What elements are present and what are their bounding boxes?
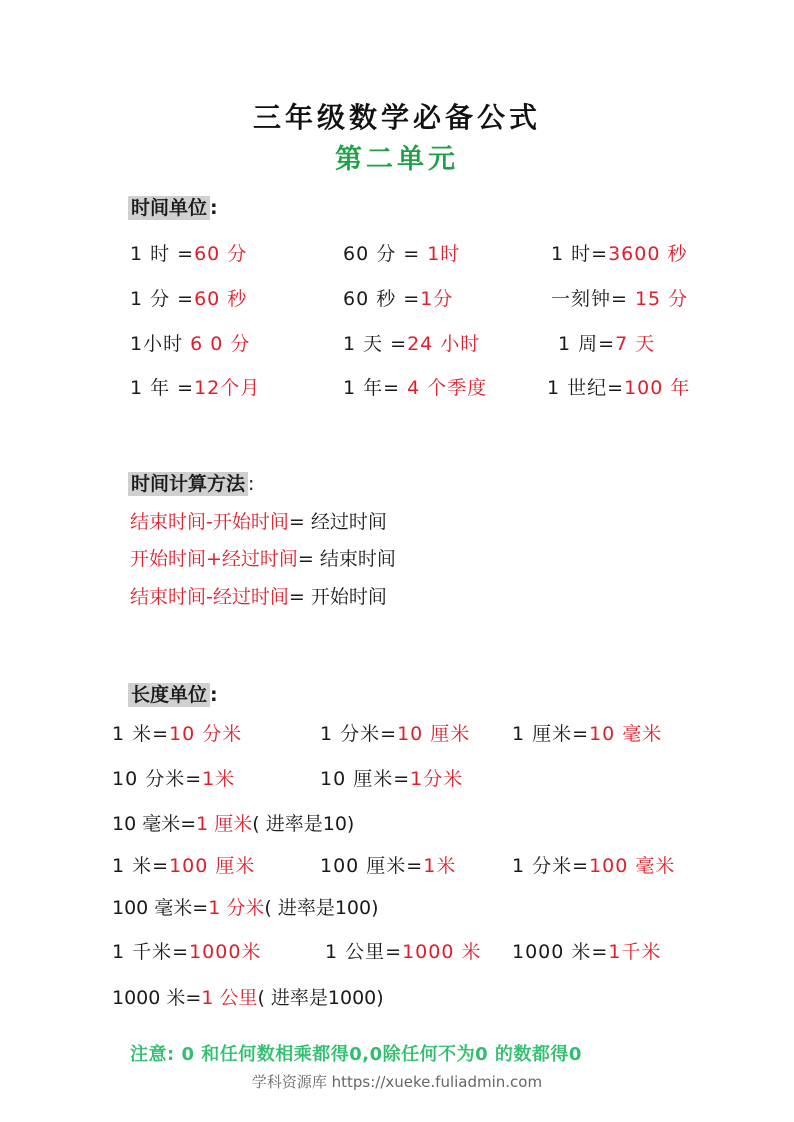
item-value: 60 分 xyxy=(194,243,248,265)
item-left: 1 公里= xyxy=(325,941,403,963)
page-subtitle: 第二单元 xyxy=(335,144,459,175)
item-value: 1时 xyxy=(427,243,461,265)
length-unit-item xyxy=(112,721,242,747)
item-left: 1 米= xyxy=(112,855,170,877)
time-calc-item xyxy=(130,546,396,572)
heading-colon: : xyxy=(210,197,218,219)
time-unit-item xyxy=(558,331,655,357)
length-unit-item xyxy=(320,853,456,879)
item-value: 100 年 xyxy=(624,377,691,399)
item-value: 1 厘米 xyxy=(196,813,253,835)
item-value: 15 分 xyxy=(634,288,689,310)
length-unit-item xyxy=(112,766,235,792)
calc-expression: 结束时间-经过时间 xyxy=(130,586,289,608)
item-left: 10 毫米= xyxy=(112,813,197,835)
item-value: 3600 秒 xyxy=(608,243,688,265)
length-unit-item xyxy=(112,811,354,837)
note-text: 注意: 0 和任何数相乘都得0,0除任何不为0 的数都得0 xyxy=(130,1044,582,1065)
item-value: 1千米 xyxy=(608,941,662,963)
time-calc-item xyxy=(130,584,387,610)
calc-result: = 开始时间 xyxy=(288,586,387,608)
section-heading-time-units xyxy=(128,196,218,220)
time-unit-item xyxy=(130,286,247,312)
heading-label: 时间计算方法 xyxy=(128,472,248,496)
item-value: 1 分米 xyxy=(208,897,265,919)
length-unit-item xyxy=(320,721,470,747)
item-left: 1000 米= xyxy=(112,987,202,1009)
time-unit-item xyxy=(343,286,453,312)
item-left: 1小时 xyxy=(130,333,191,355)
item-value: 1000 米 xyxy=(402,941,482,963)
item-value: 1 公里 xyxy=(201,987,258,1009)
item-value: 10 厘米 xyxy=(397,723,471,745)
page-title: 三年级数学必备公式 xyxy=(252,101,541,134)
item-left: 1 世纪= xyxy=(547,377,625,399)
time-unit-item xyxy=(130,375,260,401)
item-left: 100 厘米= xyxy=(320,855,424,877)
item-value: 4 个季度 xyxy=(407,377,488,399)
calc-result: = 结束时间 xyxy=(297,548,396,570)
item-left: 10 分米= xyxy=(112,768,203,790)
item-left: 60 秒 = xyxy=(343,288,421,310)
heading-colon: : xyxy=(248,473,255,495)
time-unit-item xyxy=(130,331,250,357)
time-unit-item xyxy=(551,241,687,267)
item-note: ( 进率是10) xyxy=(252,813,355,835)
item-value: 1分米 xyxy=(410,768,464,790)
item-value: 60 秒 xyxy=(194,288,248,310)
heading-label: 时间单位 xyxy=(128,196,210,220)
calc-expression: 结束时间-开始时间 xyxy=(130,511,289,533)
item-left: 1 天 = xyxy=(343,333,408,355)
section-heading-length-units xyxy=(128,683,218,707)
calc-result: = 经过时间 xyxy=(288,511,387,533)
item-value: 1米 xyxy=(202,768,236,790)
item-value: 12个月 xyxy=(194,377,261,399)
length-unit-item xyxy=(112,939,261,965)
item-left: 1 分米= xyxy=(512,855,590,877)
length-unit-item xyxy=(512,853,675,879)
length-unit-item xyxy=(512,721,662,747)
item-value: 1米 xyxy=(423,855,457,877)
footer-watermark: 学科资源库 https://xueke.fuliadmin.com xyxy=(251,1073,543,1091)
item-left: 1 米= xyxy=(112,723,170,745)
item-value: 1分 xyxy=(420,288,454,310)
section-heading-time-calc xyxy=(128,472,254,496)
item-left: 1 厘米= xyxy=(512,723,590,745)
item-left: 1 年= xyxy=(343,377,408,399)
item-left: 1 年 = xyxy=(130,377,195,399)
item-left: 一刻钟= xyxy=(551,288,635,310)
time-unit-item xyxy=(343,241,460,267)
length-unit-item xyxy=(325,939,481,965)
calc-expression: 开始时间+经过时间 xyxy=(130,548,298,570)
time-unit-item xyxy=(551,286,688,312)
length-unit-item xyxy=(112,985,384,1011)
time-unit-item xyxy=(130,241,247,267)
item-left: 1 千米= xyxy=(112,941,190,963)
item-value: 100 毫米 xyxy=(589,855,676,877)
item-left: 1 分 = xyxy=(130,288,195,310)
item-left: 1000 米= xyxy=(512,941,609,963)
length-unit-item xyxy=(320,766,463,792)
item-left: 1 时 = xyxy=(130,243,195,265)
heading-colon: : xyxy=(210,684,218,706)
item-value: 10 分米 xyxy=(169,723,243,745)
item-value: 7 天 xyxy=(615,333,656,355)
item-left: 1 分米= xyxy=(320,723,398,745)
item-value: 10 毫米 xyxy=(589,723,663,745)
heading-label: 长度单位 xyxy=(128,683,210,707)
item-note: ( 进率是1000) xyxy=(257,987,384,1009)
item-value: 100 厘米 xyxy=(169,855,256,877)
item-value: 6 0 分 xyxy=(190,333,251,355)
item-value: 24 小时 xyxy=(407,333,481,355)
time-unit-item xyxy=(547,375,690,401)
item-left: 60 分 = xyxy=(343,243,428,265)
item-left: 1 周= xyxy=(558,333,616,355)
length-unit-item xyxy=(512,939,661,965)
item-left: 100 毫米= xyxy=(112,897,209,919)
length-unit-item xyxy=(112,895,379,921)
item-left: 1 时= xyxy=(551,243,609,265)
time-calc-item xyxy=(130,509,387,535)
item-left: 10 厘米= xyxy=(320,768,411,790)
time-unit-item xyxy=(343,331,480,357)
length-unit-item xyxy=(112,853,255,879)
time-unit-item xyxy=(343,375,487,401)
item-value: 1000米 xyxy=(189,941,262,963)
item-note: ( 进率是100) xyxy=(264,897,379,919)
